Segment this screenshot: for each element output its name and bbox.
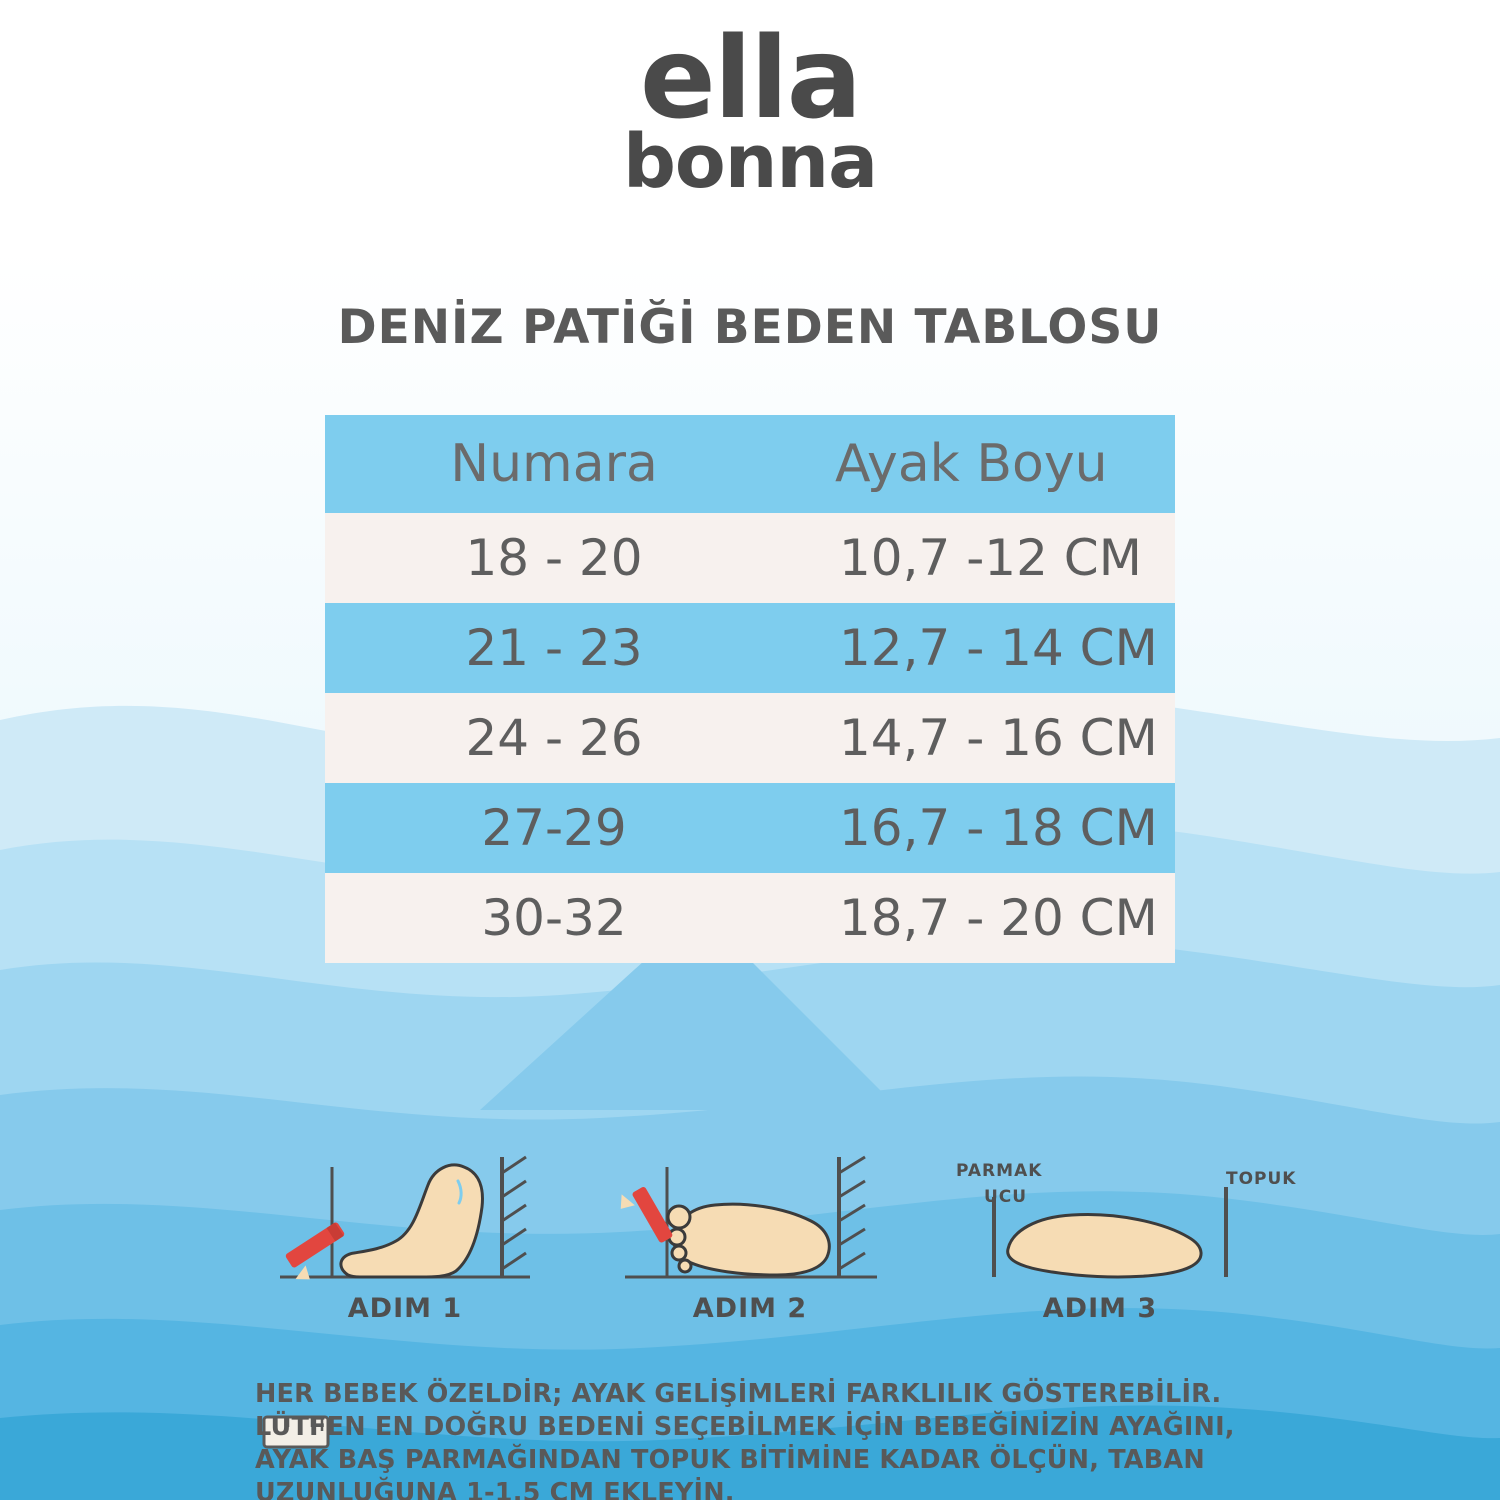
brand-line-1: ella: [639, 14, 861, 144]
step-3-label: ADIM 3: [1042, 1293, 1158, 1324]
step-2-label: ADIM 2: [692, 1293, 808, 1324]
footer-line-4: UZUNLUĞUNA 1-1.5 CM EKLEYİN.: [255, 1477, 735, 1500]
table-row: [325, 513, 1175, 603]
footer-line-1: HER BEBEK ÖZELDİR; AYAK GELİŞİMLERİ FARKLILIK GÖSTEREBİLİR.: [255, 1379, 1222, 1409]
footer-line-2: LÜTFEN EN DOĞRU BEDENİ SEÇEBİLMEK İÇİN BEBEĞİNİZİN AYAĞINI,: [255, 1411, 1235, 1442]
table-row: [325, 693, 1175, 783]
step-3-marker-parmak: PARMAK: [956, 1161, 1043, 1181]
size-table: [325, 415, 1175, 963]
step-1: [270, 1145, 540, 1345]
cell-ayak-boyu: 12,7 - 14 CM: [839, 619, 1158, 677]
cell-numara: 27-29: [481, 799, 627, 857]
brand-line-2: bonna: [622, 119, 878, 206]
step-2: [615, 1145, 885, 1345]
column-header-numara: Numara: [450, 434, 658, 494]
cell-numara: 18 - 20: [465, 529, 643, 587]
foot-sole-measure-icon: [615, 1145, 885, 1295]
table-row: [325, 873, 1175, 963]
step-1-label: ADIM 1: [347, 1293, 463, 1324]
brand-logo: [0, 14, 1500, 206]
measurement-steps: [0, 1145, 1500, 1345]
step-3-marker-ucu: UCU: [984, 1187, 1028, 1207]
cell-numara: 24 - 26: [465, 709, 643, 767]
table-header-row: [325, 415, 1175, 513]
column-header-ayak-boyu: Ayak Boyu: [835, 434, 1108, 494]
table-row: [325, 603, 1175, 693]
cell-ayak-boyu: 16,7 - 18 CM: [839, 799, 1158, 857]
footer-note: [255, 1378, 1295, 1500]
cell-ayak-boyu: 10,7 -12 CM: [839, 529, 1142, 587]
cell-numara: 21 - 23: [465, 619, 643, 677]
cell-ayak-boyu: 18,7 - 20 CM: [839, 889, 1158, 947]
step-3: [950, 1145, 1297, 1345]
foot-side-measure-icon: [270, 1145, 540, 1295]
page-title: DENİZ PATİĞİ BEDEN TABLOSU: [337, 300, 1163, 355]
cell-ayak-boyu: 14,7 - 16 CM: [839, 709, 1158, 767]
footer-line-3: AYAK BAŞ PARMAĞINDAN TOPUK BİTİMİNE KADAR ÖLÇÜN, TABAN: [255, 1444, 1205, 1475]
cell-numara: 30-32: [481, 889, 627, 947]
step-3-marker-topuk: TOPUK: [1226, 1169, 1297, 1189]
table-row: [325, 783, 1175, 873]
